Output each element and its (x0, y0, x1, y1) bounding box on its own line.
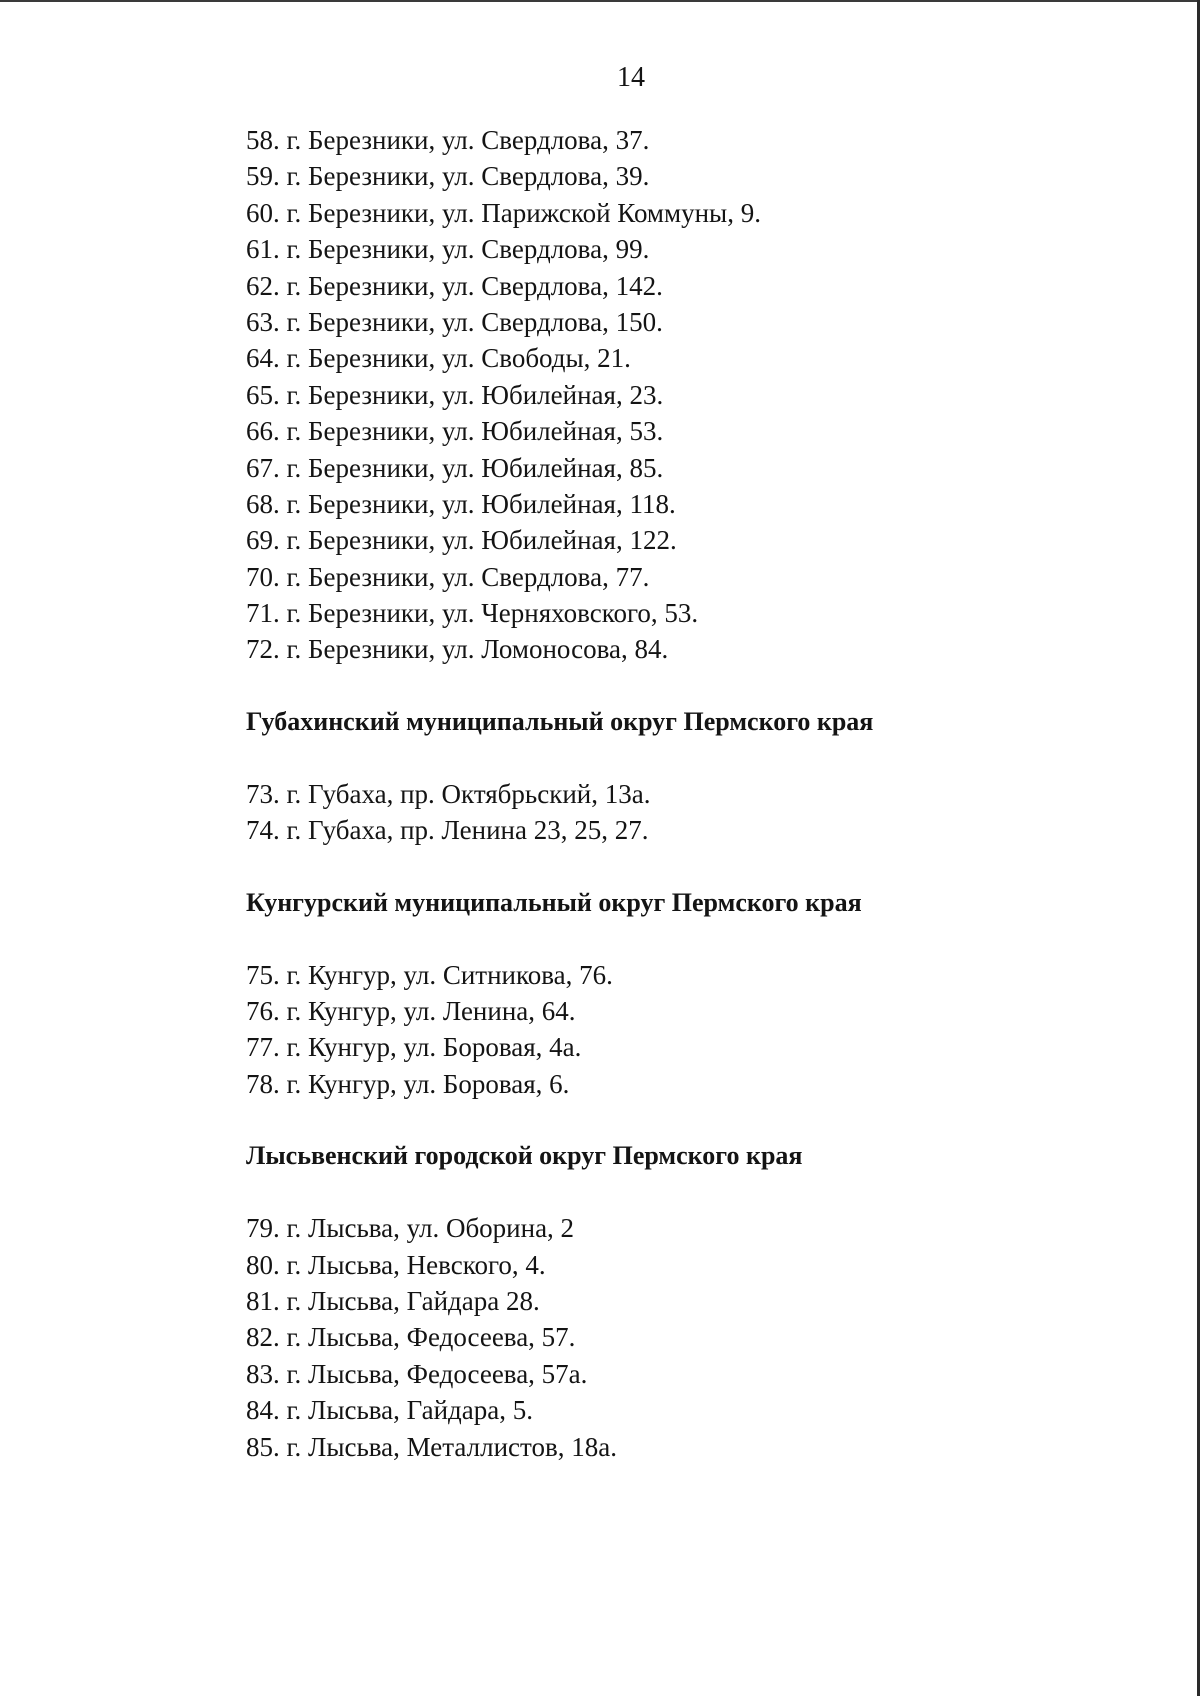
list-item: 62. г. Березники, ул. Свердлова, 142. (246, 270, 663, 301)
section-berezniki (246, 122, 1146, 668)
list-item: 71. г. Березники, ул. Черняховского, 53. (246, 598, 699, 629)
list-item: 81. г. Лысьва, Гайдара 28. (246, 1285, 540, 1316)
list-item: 85. г. Лысьва, Металлистов, 18а. (246, 1431, 617, 1462)
list-item: 60. г. Березники, ул. Парижской Коммуны, 9. (246, 197, 761, 228)
list-item: 79. г. Лысьва, ул. Оборина, 2 (246, 1213, 575, 1244)
section-kungur (246, 849, 1146, 1103)
section-gubakha (246, 668, 1146, 849)
list-item: 70. г. Березники, ул. Свердлова, 77. (246, 561, 650, 592)
list-item: 74. г. Губаха, пр. Ленина 23, 25, 27. (246, 815, 649, 846)
scan-border-top (0, 0, 1200, 2)
section-heading: Кунгурский муниципальный округ Пермского края (246, 887, 862, 917)
address-list (246, 122, 1146, 1465)
list-item: 83. г. Лысьва, Федосеева, 57а. (246, 1358, 588, 1389)
list-item: 82. г. Лысьва, Федосеева, 57. (246, 1322, 576, 1353)
list-item: 76. г. Кунгур, ул. Ленина, 64. (246, 996, 576, 1027)
section-lysva (246, 1102, 1146, 1465)
section-heading: Губахинский муниципальный округ Пермского края (246, 706, 874, 736)
list-item: 78. г. Кунгур, ул. Боровая, 6. (246, 1068, 570, 1099)
list-item: 66. г. Березники, ул. Юбилейная, 53. (246, 416, 664, 447)
list-item: 67. г. Березники, ул. Юбилейная, 85. (246, 452, 664, 483)
list-item: 63. г. Березники, ул. Свердлова, 150. (246, 306, 663, 337)
list-item: 73. г. Губаха, пр. Октябрьский, 13а. (246, 778, 651, 809)
list-item: 72. г. Березники, ул. Ломоносова, 84. (246, 634, 669, 665)
list-item: 64. г. Березники, ул. Свободы, 21. (246, 343, 631, 374)
list-item: 61. г. Березники, ул. Свердлова, 99. (246, 234, 650, 265)
list-item: 75. г. Кунгур, ул. Ситникова, 76. (246, 959, 613, 990)
section-heading: Лысьвенский городской округ Пермского края (246, 1141, 803, 1171)
list-item: 58. г. Березники, ул. Свердлова, 37. (246, 125, 650, 155)
list-item: 84. г. Лысьва, Гайдара, 5. (246, 1395, 533, 1426)
list-item: 65. г. Березники, ул. Юбилейная, 23. (246, 379, 664, 410)
list-item: 77. г. Кунгур, ул. Боровая, 4а. (246, 1032, 582, 1063)
page-number: 14 (617, 62, 645, 93)
list-item: 68. г. Березники, ул. Юбилейная, 118. (246, 488, 676, 519)
list-item: 59. г. Березники, ул. Свердлова, 39. (246, 161, 650, 192)
list-item: 69. г. Березники, ул. Юбилейная, 122. (246, 525, 677, 556)
list-item: 80. г. Лысьва, Невского, 4. (246, 1249, 546, 1280)
